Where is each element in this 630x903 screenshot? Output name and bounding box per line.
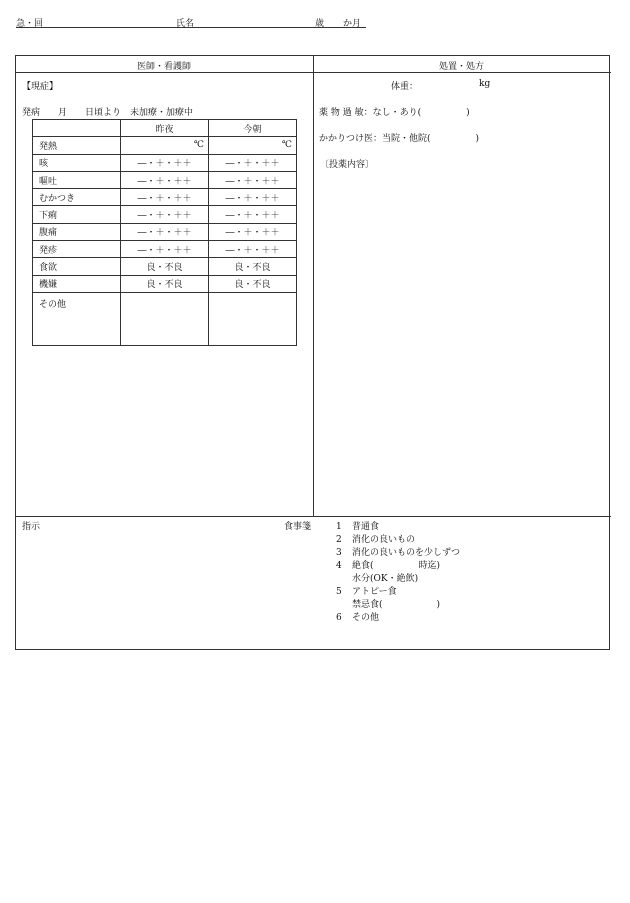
diet-item bbox=[336, 610, 379, 623]
diet-item-text: 水分(OK・絶飲) bbox=[352, 574, 419, 584]
age-months-label: か月 bbox=[343, 19, 362, 29]
visit-type-label: 急・回 bbox=[16, 19, 44, 29]
table-row-other bbox=[33, 292, 297, 345]
weight-label: 体重： bbox=[391, 82, 419, 92]
symptom-night-value[interactable]: ℃ bbox=[121, 137, 209, 154]
symptom-night-value[interactable]: ―・＋・＋＋ bbox=[121, 206, 209, 223]
symptom-morning-value[interactable]: ―・＋・＋＋ bbox=[209, 171, 297, 188]
diet-item-text: 絶食( 時迄) bbox=[352, 561, 441, 571]
column-divider bbox=[313, 55, 314, 516]
diet-item bbox=[336, 571, 418, 584]
diet-item-number: 3 bbox=[336, 548, 342, 558]
symptom-morning-value[interactable] bbox=[209, 292, 297, 345]
symptom-morning-value[interactable]: ―・＋・＋＋ bbox=[209, 241, 297, 258]
symptom-night-value[interactable]: ―・＋・＋＋ bbox=[121, 189, 209, 206]
medication-label: 〔投薬内容〕 bbox=[320, 160, 375, 170]
table-header-row bbox=[33, 120, 297, 137]
symptom-label: その他 bbox=[33, 292, 121, 345]
symptom-night-value[interactable]: ―・＋・＋＋ bbox=[121, 154, 209, 171]
left-column-title: 医師・看護師 bbox=[136, 62, 191, 72]
symptom-night-value[interactable]: ―・＋・＋＋ bbox=[121, 241, 209, 258]
diet-prescription-label: 食事箋 bbox=[284, 522, 312, 532]
symptom-label: 嘔吐 bbox=[33, 171, 121, 188]
symptom-label: むかつき bbox=[33, 189, 121, 206]
diet-item bbox=[336, 519, 379, 532]
family-doctor-line: かかりつけ医：当院・他院( ) bbox=[319, 134, 480, 144]
diet-item-text: 消化の良いものを少しずつ bbox=[352, 548, 461, 558]
table-row bbox=[33, 137, 297, 154]
weight-unit: kg bbox=[479, 79, 491, 89]
diet-item-text: 禁忌食( ) bbox=[352, 600, 441, 610]
symptom-table bbox=[32, 119, 297, 346]
table-row bbox=[33, 275, 297, 292]
diet-item-number: 1 bbox=[336, 522, 342, 532]
symptom-label: 発熱 bbox=[33, 137, 121, 154]
diet-item-text: アトピー食 bbox=[352, 587, 397, 597]
symptom-label: 機嫌 bbox=[33, 275, 121, 292]
symptom-morning-value[interactable]: 良・不良 bbox=[209, 258, 297, 275]
diet-item-number: 6 bbox=[336, 613, 342, 623]
diet-item-text: その他 bbox=[352, 613, 380, 623]
diet-item bbox=[336, 584, 397, 597]
diet-item-text: 消化の良いもの bbox=[352, 535, 416, 545]
symptom-morning-value[interactable]: ―・＋・＋＋ bbox=[209, 189, 297, 206]
symptom-label: 咳 bbox=[33, 154, 121, 171]
table-header-cell bbox=[33, 120, 121, 137]
diet-item-number: 4 bbox=[336, 561, 342, 571]
table-row bbox=[33, 171, 297, 188]
right-column-title: 処置・処方 bbox=[438, 62, 484, 72]
diet-item bbox=[336, 558, 440, 571]
current-symptoms-label: 【現症】 bbox=[22, 82, 59, 92]
table-row bbox=[33, 241, 297, 258]
table-row bbox=[33, 223, 297, 240]
symptom-night-value[interactable]: ―・＋・＋＋ bbox=[121, 223, 209, 240]
diet-item bbox=[336, 545, 460, 558]
table-row bbox=[33, 189, 297, 206]
diet-item bbox=[336, 532, 415, 545]
symptom-morning-value[interactable]: ―・＋・＋＋ bbox=[209, 206, 297, 223]
diet-item-number: 5 bbox=[336, 587, 342, 597]
symptom-morning-value[interactable]: ―・＋・＋＋ bbox=[209, 154, 297, 171]
symptom-label: 下痢 bbox=[33, 206, 121, 223]
instructions-label: 指示 bbox=[22, 522, 41, 532]
symptom-label: 腹痛 bbox=[33, 223, 121, 240]
diet-item-number: 2 bbox=[336, 535, 342, 545]
drug-allergy-line: 薬 物 過 敏：なし・あり( ) bbox=[319, 108, 470, 118]
patient-name-label: 氏名 bbox=[176, 19, 195, 29]
onset-line: 発病 月 日頃より 未加療・加療中 bbox=[22, 108, 194, 118]
symptom-morning-value[interactable]: ℃ bbox=[209, 137, 297, 154]
symptom-night-value[interactable] bbox=[121, 292, 209, 345]
diet-item bbox=[336, 597, 440, 610]
diet-item-text: 普通食 bbox=[352, 522, 380, 532]
age-years-label: 歳 bbox=[315, 19, 325, 29]
header-underline bbox=[16, 27, 366, 28]
symptom-night-value[interactable]: ―・＋・＋＋ bbox=[121, 171, 209, 188]
table-row bbox=[33, 258, 297, 275]
symptom-night-value[interactable]: 良・不良 bbox=[121, 258, 209, 275]
symptom-label: 食欲 bbox=[33, 258, 121, 275]
bottom-section-divider bbox=[15, 516, 611, 517]
table-row bbox=[33, 154, 297, 171]
symptom-night-value[interactable]: 良・不良 bbox=[121, 275, 209, 292]
table-header-this-morning: 今朝 bbox=[209, 120, 297, 137]
table-row bbox=[33, 206, 297, 223]
symptom-morning-value[interactable]: 良・不良 bbox=[209, 275, 297, 292]
symptom-label: 発疹 bbox=[33, 241, 121, 258]
table-header-last-night: 昨夜 bbox=[121, 120, 209, 137]
symptom-morning-value[interactable]: ―・＋・＋＋ bbox=[209, 223, 297, 240]
